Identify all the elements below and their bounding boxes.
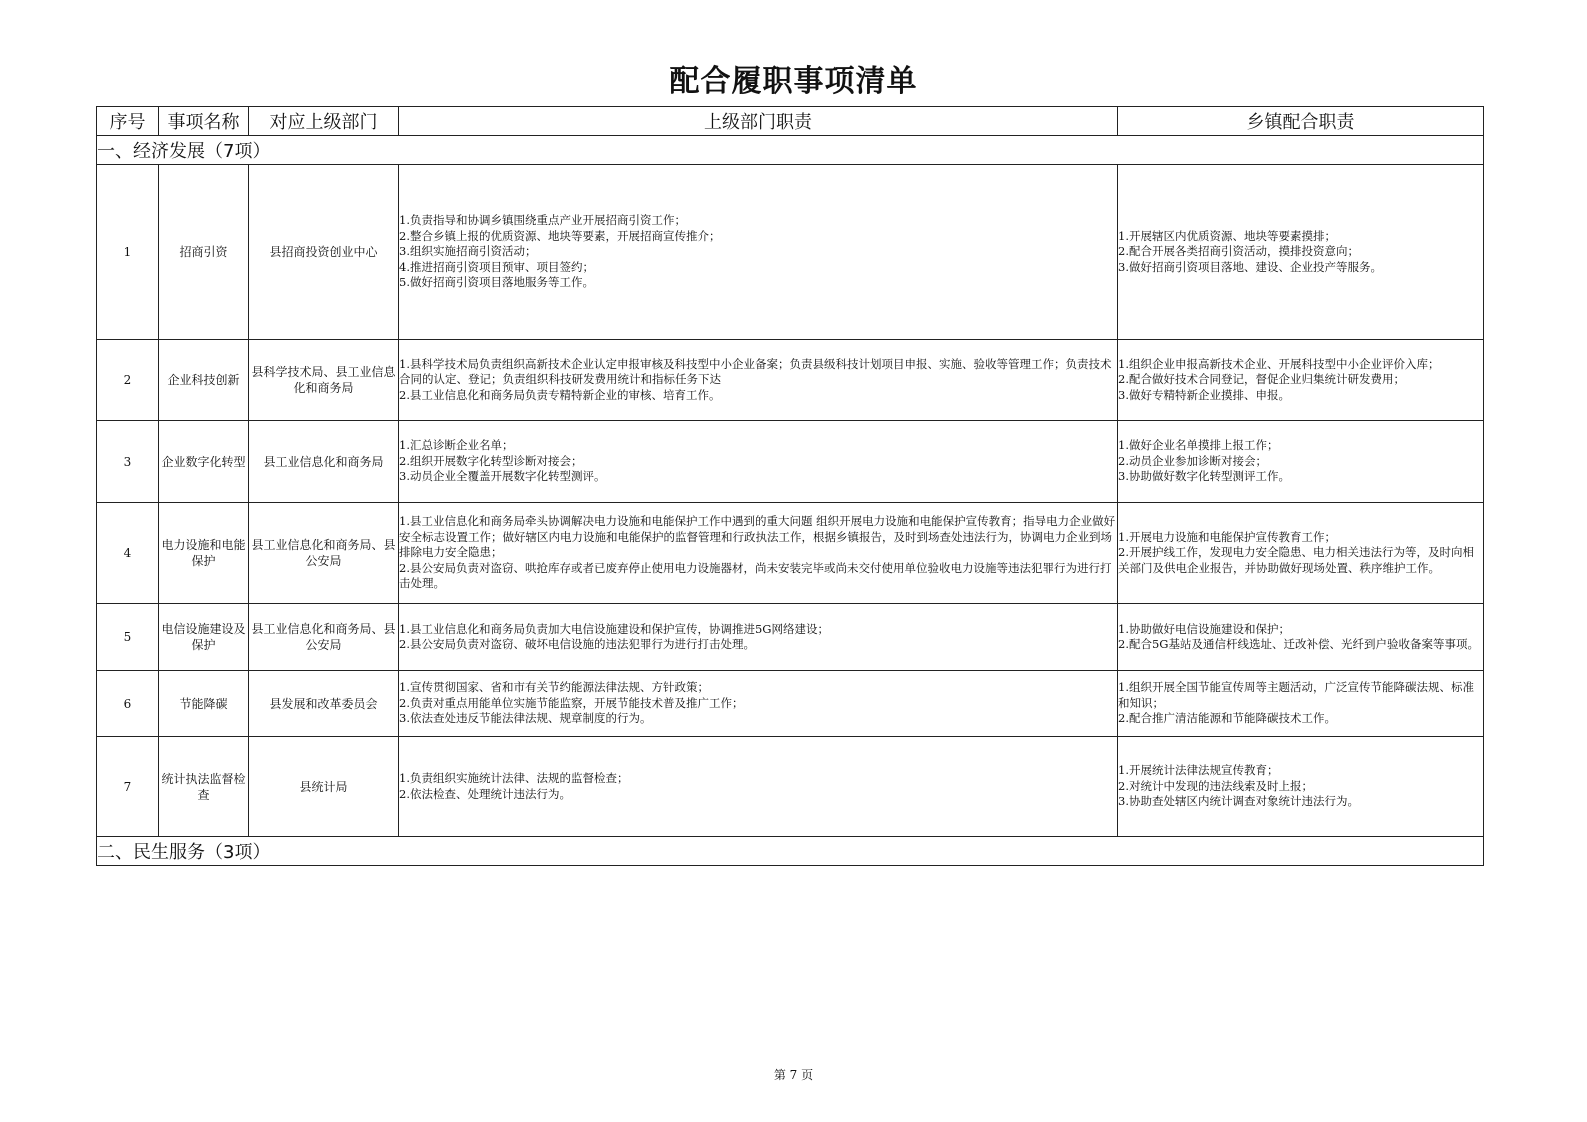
duty-line: 2.整合乡镇上报的优质资源、地块等要素，开展招商宣传推介； <box>399 228 721 243</box>
township-duty <box>1118 604 1484 671</box>
duty-list-table <box>96 106 1484 866</box>
col-header-superior-duty: 上级部门职责 <box>399 107 1118 136</box>
item-name: 电力设施和电能保护 <box>159 503 249 604</box>
table-row <box>97 165 1484 340</box>
item-name: 企业科技创新 <box>159 340 249 421</box>
township-duty <box>1118 165 1484 340</box>
superior-duty <box>399 604 1118 671</box>
department: 县发展和改革委员会 <box>249 671 399 737</box>
row-number: 3 <box>97 421 159 503</box>
department: 县科学技术局、县工业信息化和商务局 <box>249 340 399 421</box>
duty-line: 1.负责组织实施统计法律、法规的监督检查； <box>399 771 629 785</box>
duty-line: 1.汇总诊断企业名单； <box>399 438 514 453</box>
table-row <box>97 340 1484 421</box>
col-header-item: 事项名称 <box>159 107 249 136</box>
page-number: 第 7 页 <box>773 1068 814 1082</box>
duty-line: 1.县工业信息化和商务局负责加大电信设施建设和保护宣传，协调推进5G网络建设； <box>399 621 829 636</box>
duty-line: 2.对统计中发现的违法线索及时上报； <box>1118 778 1313 793</box>
duty-line: 3.组织实施招商引资活动； <box>399 244 537 259</box>
department: 县统计局 <box>249 737 399 837</box>
duty-line: 1.县科学技术局负责组织高新技术企业认定申报审核及科技型中小企业备案；负责县级科技计划项目申报、实施、验收等管理工作；负责技术合同的认定、登记；负责组织科技研发费用统计和指标任务下达 <box>399 356 1112 387</box>
duty-line: 2.组织开展数字化转型诊断对接会； <box>399 453 583 468</box>
duty-line: 2.县工业信息化和商务局负责专精特新企业的审核、培育工作。 <box>399 387 721 402</box>
duty-line: 2.依法检查、处理统计违法行为。 <box>399 786 571 801</box>
superior-duty <box>399 737 1118 837</box>
duty-line: 2.县公安局负责对盗窃、哄抢库存或者已废弃停止使用电力设施器材，尚未安装完毕或尚未交付使用单位验收电力设施等违法犯罪行为进行打击处理。 <box>399 560 1112 591</box>
item-name: 节能降碳 <box>159 671 249 737</box>
duty-line: 2.配合开展各类招商引资活动，摸排投资意向； <box>1118 244 1359 259</box>
duty-line: 3.协助做好数字化转型测评工作。 <box>1118 469 1290 484</box>
row-number: 5 <box>97 604 159 671</box>
duty-line: 3.依法查处违反节能法律法规、规章制度的行为。 <box>399 711 652 726</box>
duty-line: 3.做好招商引资项目落地、建设、企业投产等服务。 <box>1118 259 1382 274</box>
item-name: 统计执法监督检查 <box>159 737 249 837</box>
item-name: 电信设施建设及保护 <box>159 604 249 671</box>
col-header-township-duty: 乡镇配合职责 <box>1118 107 1484 136</box>
table-row <box>97 604 1484 671</box>
township-duty <box>1118 671 1484 737</box>
duty-line: 2.开展护线工作，发现电力安全隐患、电力相关违法行为等，及时向相关部门及供电企业报告，并协助做好现场处置、秩序维护工作。 <box>1118 545 1474 575</box>
row-number: 1 <box>97 165 159 340</box>
table-row <box>97 737 1484 837</box>
township-duty <box>1118 421 1484 503</box>
header-row <box>97 107 1484 136</box>
duty-line: 2.配合5G基站及通信杆线选址、迁改补偿、光纤到户验收备案等事项。 <box>1118 637 1479 651</box>
row-number: 7 <box>97 737 159 837</box>
duty-line: 1.协助做好电信设施建设和保护； <box>1118 621 1290 636</box>
table-row <box>97 671 1484 737</box>
township-duty <box>1118 340 1484 421</box>
superior-duty <box>399 671 1118 737</box>
table-row <box>97 503 1484 604</box>
superior-duty <box>399 503 1118 604</box>
row-number: 6 <box>97 671 159 737</box>
section-title: 一、经济发展（7项） <box>97 136 1484 165</box>
section-row <box>97 136 1484 165</box>
col-header-no: 序号 <box>97 107 159 136</box>
duty-line: 4.推进招商引资项目预审、项目签约； <box>399 259 594 274</box>
duty-line: 1.组织开展全国节能宣传周等主题活动，广泛宣传节能降碳法规、标准和知识； <box>1118 680 1474 710</box>
duty-line: 3.协助查处辖区内统计调查对象统计违法行为。 <box>1118 794 1359 809</box>
table-row <box>97 421 1484 503</box>
duty-line: 2.配合做好技术合同登记，督促企业归集统计研发费用； <box>1118 372 1405 387</box>
department: 县工业信息化和商务局、县公安局 <box>249 503 399 604</box>
duty-line: 1.做好企业名单摸排上报工作； <box>1118 438 1279 453</box>
department: 县工业信息化和商务局、县公安局 <box>249 604 399 671</box>
township-duty <box>1118 503 1484 604</box>
duty-line: 1.开展辖区内优质资源、地块等要素摸排； <box>1118 228 1336 243</box>
department: 县招商投资创业中心 <box>249 165 399 340</box>
section-row <box>97 837 1484 866</box>
duty-line: 3.做好专精特新企业摸排、申报。 <box>1118 387 1290 402</box>
col-header-dept: 对应上级部门 <box>249 107 399 136</box>
duty-line: 2.负责对重点用能单位实施节能监察，开展节能技术普及推广工作； <box>399 695 744 710</box>
duty-line: 2.县公安局负责对盗窃、破坏电信设施的违法犯罪行为进行打击处理。 <box>399 637 755 651</box>
item-name: 招商引资 <box>159 165 249 340</box>
department: 县工业信息化和商务局 <box>249 421 399 503</box>
row-number: 4 <box>97 503 159 604</box>
duty-line: 3.动员企业全覆盖开展数字化转型测评。 <box>399 469 606 484</box>
item-name: 企业数字化转型 <box>159 421 249 503</box>
page-title: 配合履职事项清单 <box>669 64 918 99</box>
duty-line: 1.开展电力设施和电能保护宣传教育工作； <box>1118 529 1336 544</box>
duty-line: 1.开展统计法律法规宣传教育； <box>1118 763 1279 778</box>
duty-line: 1.组织企业申报高新技术企业、开展科技型中小企业评价入库； <box>1118 356 1440 371</box>
duty-line: 1.县工业信息化和商务局牵头协调解决电力设施和电能保护工作中遇到的重大问题 组织开展电力设施和电能保护宣传教育；指导电力企业做好安全标志设置工作；做好辖区内电力设施和电能保护的监督管理和行政执法工作，根据乡镇报告，及时到场查处违法行为，协调电力企业到场排除电力安全隐患； <box>399 514 1116 560</box>
superior-duty <box>399 165 1118 340</box>
duty-line: 1.宣传贯彻国家、省和市有关节约能源法律法规、方针政策； <box>399 680 709 695</box>
duty-line: 1.负责指导和协调乡镇围绕重点产业开展招商引资工作； <box>399 213 686 228</box>
duty-line: 2.配合推广清洁能源和节能降碳技术工作。 <box>1118 711 1336 726</box>
row-number: 2 <box>97 340 159 421</box>
township-duty <box>1118 737 1484 837</box>
duty-line: 2.动员企业参加诊断对接会； <box>1118 453 1267 468</box>
superior-duty <box>399 421 1118 503</box>
section-title: 二、民生服务（3项） <box>97 837 1484 866</box>
duty-line: 5.做好招商引资项目落地服务等工作。 <box>399 275 594 290</box>
superior-duty <box>399 340 1118 421</box>
